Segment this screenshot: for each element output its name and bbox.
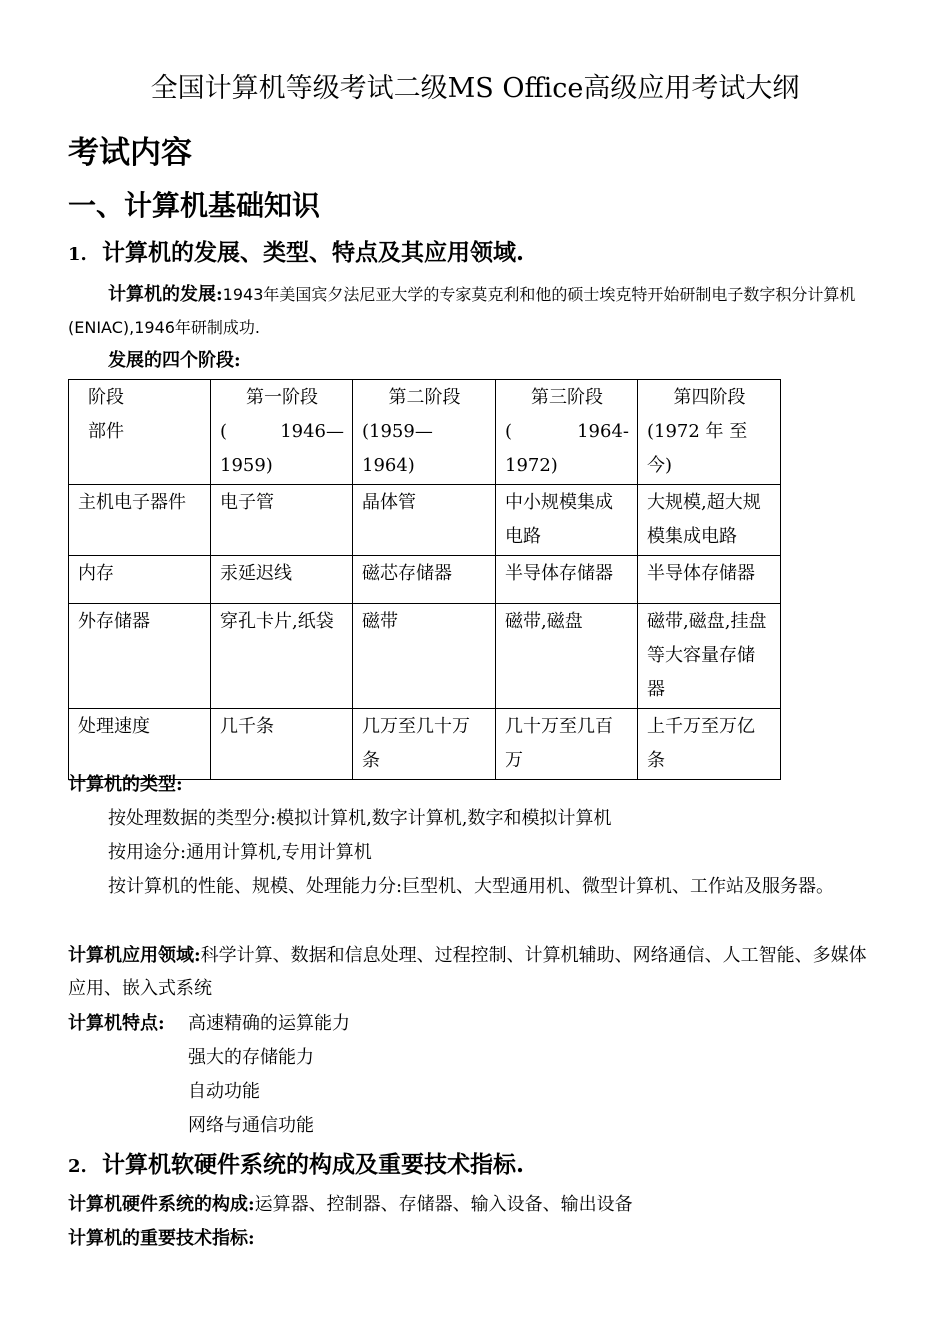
stage-2-header: 第二阶段 (1959— 1964): [353, 380, 496, 485]
row-label: 内存: [69, 556, 211, 604]
stages-label-paragraph: [68, 344, 883, 377]
list-item: 网络与通信功能: [188, 1115, 314, 1136]
table-row: [69, 556, 781, 604]
table-cell: 汞延迟线: [211, 556, 353, 604]
topic-2-title: 计算机软硬件系统的构成及重要技术指标.: [102, 1151, 525, 1178]
topic-1-number: 1.: [68, 244, 87, 265]
applications-paragraph: [68, 939, 883, 1005]
stage-name: 第三阶段: [531, 387, 603, 408]
hardware-text: 运算器、控制器、存储器、输入设备、输出设备: [254, 1194, 633, 1215]
topic-2-number: 2.: [68, 1156, 87, 1177]
types-by-data: 按处理数据的类型分:模拟计算机,数字计算机,数字和模拟计算机: [108, 808, 612, 829]
table-cell: 大规模,超大规模集成电路: [638, 485, 781, 556]
document-title: 全国计算机等级考试二级MS Office高级应用考试大纲: [150, 73, 800, 104]
table-cell: 几万至几十万条: [353, 709, 496, 780]
types-by-performance: 按计算机的性能、规模、处理能力分:巨型机、大型通用机、微型计算机、工作站及服务器。: [108, 876, 835, 897]
development-stages-table: [68, 379, 781, 780]
table-cell: 磁带: [353, 604, 496, 709]
stage-name: 第二阶段: [388, 387, 461, 408]
table-cell: 电子管: [211, 485, 353, 556]
applications-label: 计算机应用领域:: [68, 945, 201, 966]
table-row: [69, 604, 781, 709]
table-cell: 穿孔卡片,纸袋: [211, 604, 353, 709]
development-label: 计算机的发展:: [108, 284, 223, 305]
list-item: 强大的存储能力: [188, 1047, 314, 1068]
types-label: 计算机的类型:: [68, 774, 183, 795]
hardware-label: 计算机硬件系统的构成:: [68, 1194, 255, 1215]
stages-label: 发展的四个阶段:: [108, 350, 241, 371]
table-row: [69, 485, 781, 556]
table-cell: 磁带,磁盘,挂盘等大容量存储器: [638, 604, 781, 709]
table-header-row: [69, 380, 781, 485]
topic-1-heading: [68, 237, 524, 271]
table-corner-cell: [69, 380, 211, 485]
types-label-paragraph: [68, 768, 883, 801]
applications-text: 科学计算、数据和信息处理、过程控制、计算机辅助、网络通信、人工智能、多媒体应用、嵌入式系统: [68, 945, 867, 999]
corner-component-label: 部件: [88, 421, 124, 442]
indicators-label: 计算机的重要技术指标:: [68, 1228, 255, 1249]
table-cell: 几千条: [211, 709, 353, 780]
section-heading: 考试内容: [68, 135, 192, 171]
row-label: 外存储器: [69, 604, 211, 709]
row-label: 主机电子器件: [69, 485, 211, 556]
table-cell: 中小规模集成电路: [496, 485, 638, 556]
stage-3-header: 第三阶段 ( 1964- 1972): [496, 380, 638, 485]
development-paragraph: [68, 278, 883, 344]
table-cell: 磁芯存储器: [353, 556, 496, 604]
table-cell: 磁带,磁盘: [496, 604, 638, 709]
development-text: 1943年美国宾夕法尼亚大学的专家莫克利和他的硕士埃克特开始研制电子数字积分计算机(ENIAC),1946年研制成功.: [68, 285, 856, 337]
features-list: [188, 1007, 350, 1143]
list-item: 高速精确的运算能力: [188, 1013, 350, 1034]
indicators-label-paragraph: [68, 1222, 883, 1255]
table-cell: 晶体管: [353, 485, 496, 556]
table-cell: 几十万至几百万: [496, 709, 638, 780]
stage-1-header: 第一阶段 ( 1946— 1959): [211, 380, 353, 485]
table-cell: 半导体存储器: [496, 556, 638, 604]
hardware-paragraph: [68, 1188, 883, 1221]
stage-name: 第一阶段: [246, 387, 318, 408]
table-cell: 半导体存储器: [638, 556, 781, 604]
corner-stage-label: 阶段: [88, 387, 124, 408]
row-label: 处理速度: [69, 709, 211, 780]
stage-name: 第四阶段: [673, 387, 746, 408]
table-cell: 上千万至万亿条: [638, 709, 781, 780]
types-by-use: 按用途分:通用计算机,专用计算机: [108, 842, 372, 863]
stage-4-header: 第四阶段 (1972 年 至 今): [638, 380, 781, 485]
list-item: 自动功能: [188, 1081, 260, 1102]
chapter-heading: 一、计算机基础知识: [68, 189, 321, 222]
features-label: 计算机特点:: [68, 1013, 165, 1034]
topic-1-title: 计算机的发展、类型、特点及其应用领域.: [102, 239, 525, 266]
topic-2-heading: [68, 1149, 524, 1183]
